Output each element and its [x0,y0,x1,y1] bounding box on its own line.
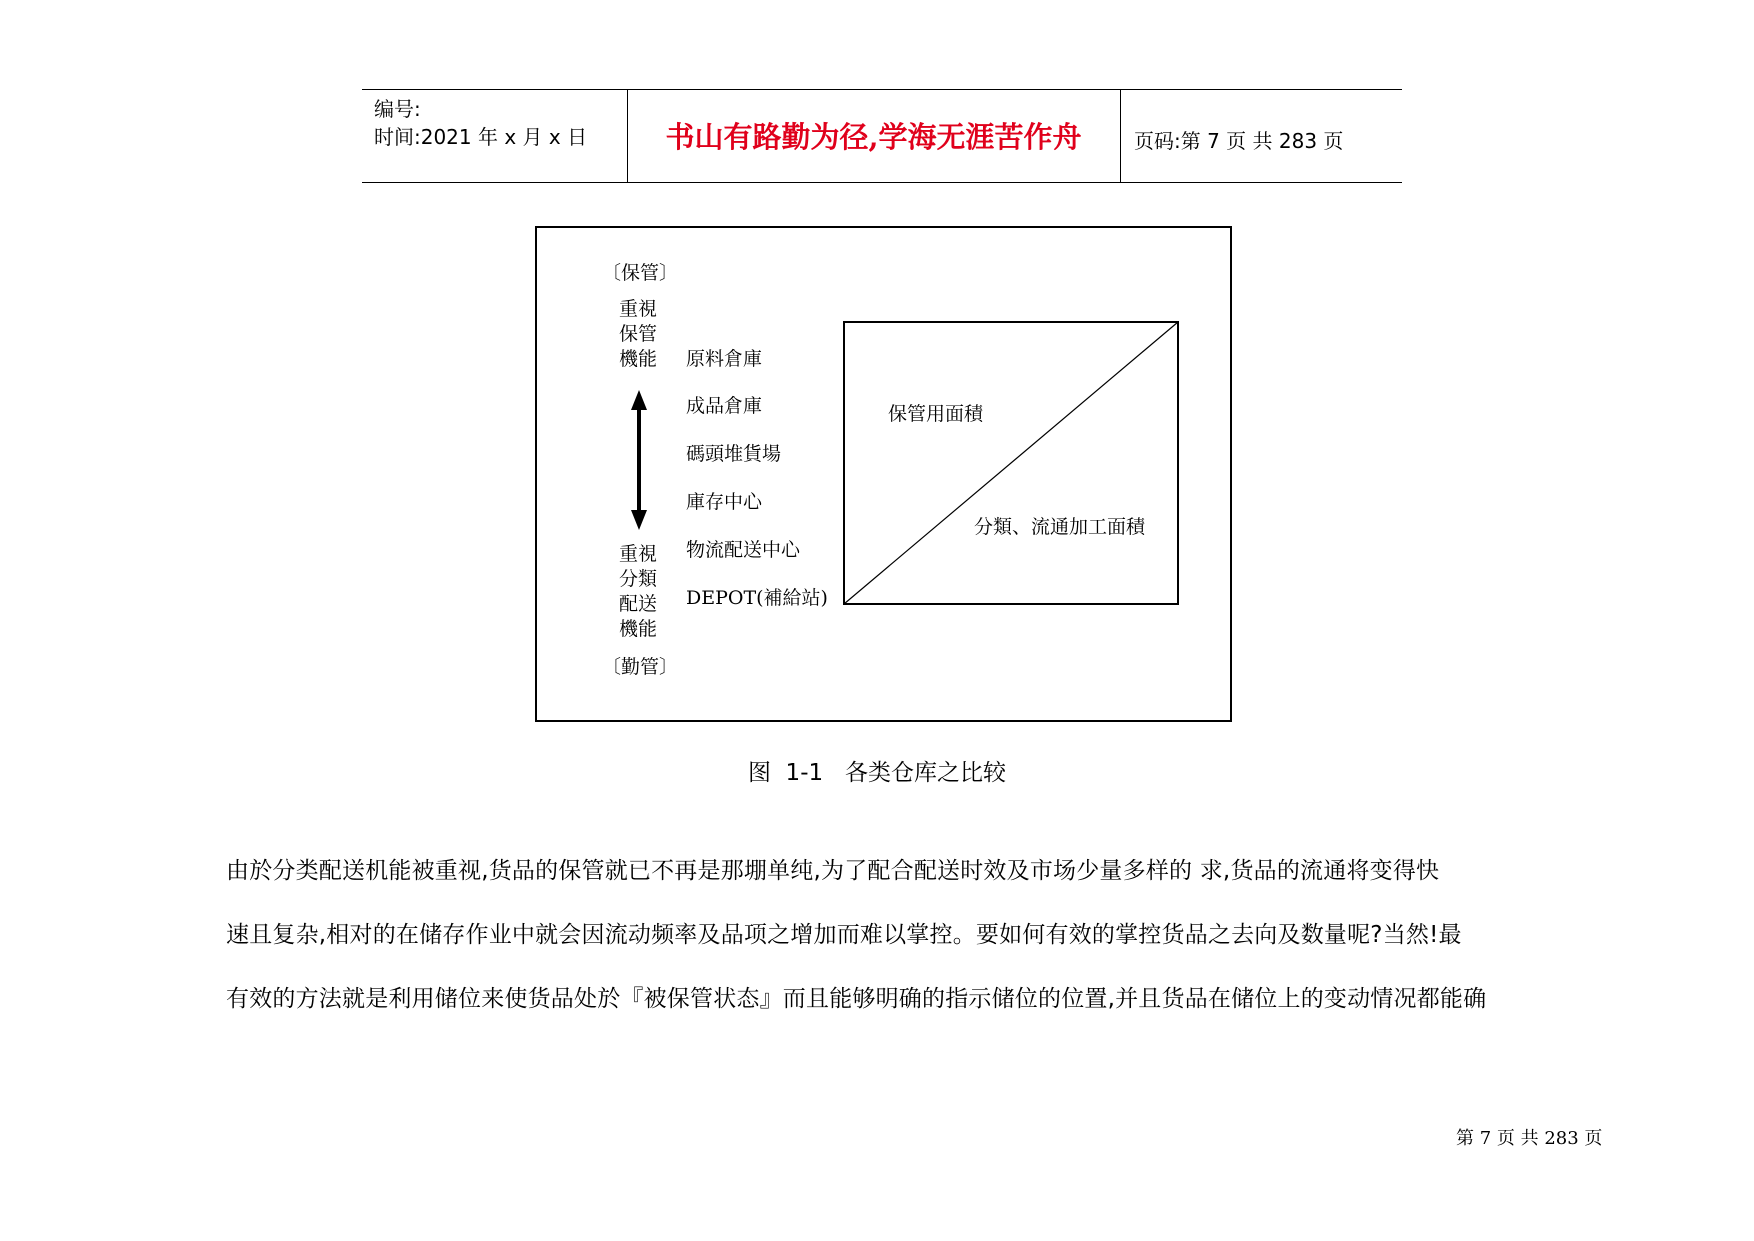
header-divider-right [1120,89,1121,183]
emphasis-sorting-line-2: 分類 [619,568,658,590]
figure-caption: 图 1-1 各类仓库之比较 [747,760,1007,786]
paragraph-line: 有效的方法就是利用储位来使货品处於『被保管状态』而且能够明确的指示储位的位置,并且货品在储位上的变动情况都能确 [226,986,1487,1012]
facility-type: 原料倉庫 [686,348,763,370]
header-bottom-rule [362,182,1402,183]
emphasis-storage-line-3: 機能 [619,348,658,370]
figure-bottom-label: 〔勤管〕 [602,656,679,678]
facility-type: 庫存中心 [686,491,763,513]
header-top-rule [362,89,1402,90]
emphasis-storage-line-2: 保管 [619,323,658,345]
paragraph-line: 由於分类配送机能被重视,货品的保管就已不再是那堋单纯,为了配合配送时效及市场少量多样的 求,货品的流通将变得快 [226,858,1440,884]
area-lower-label: 分類、流通加工面積 [974,516,1146,538]
facility-type: DEPOT(補給站) [686,587,828,609]
facility-type: 碼頭堆貨場 [686,443,782,465]
figure-top-label: 〔保管〕 [602,262,679,284]
facility-type: 物流配送中心 [686,539,801,561]
serial-label: 编号: [374,97,421,121]
double-arrow-icon [627,390,651,530]
area-upper-label: 保管用面積 [888,403,984,425]
emphasis-sorting-line-3: 配送 [619,593,658,615]
figure-frame [535,226,1232,722]
emphasis-sorting-line-1: 重視 [619,543,658,565]
emphasis-sorting-line-4: 機能 [619,618,658,640]
emphasis-storage-line-1: 重視 [619,298,658,320]
page-code: 页码:第 7 页 共 283 页 [1134,129,1344,153]
header-motto: 书山有路勤为径,学海无涯苦作舟 [665,120,1082,154]
page-footer: 第 7 页 共 283 页 [1456,1128,1603,1149]
date-label: 时间:2021 年 x 月 x 日 [374,125,588,149]
area-comparison-box [843,321,1179,605]
page-header [362,89,1402,183]
paragraph-line: 速且复杂,相对的在储存作业中就会因流动频率及品项之增加而难以掌控。要如何有效的掌控货品之去向及数量呢?当然!最 [226,922,1462,948]
facility-type: 成品倉庫 [686,395,763,417]
